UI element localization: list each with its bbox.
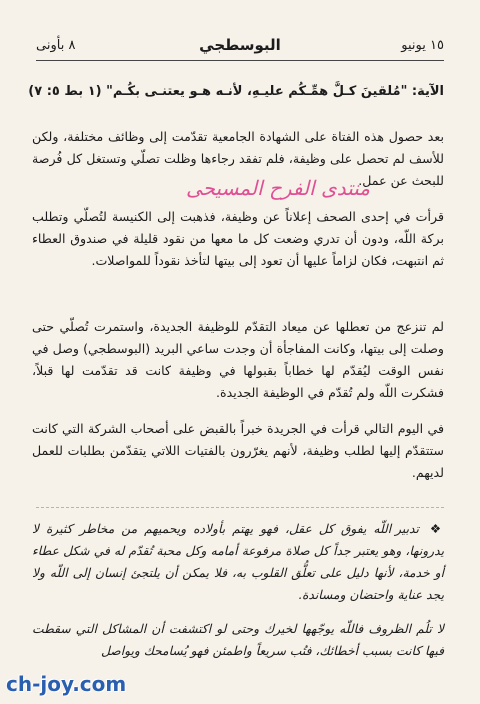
diamond-bullet-icon: ❖ <box>429 522 444 536</box>
site-logo: ch-joy.com <box>6 672 127 696</box>
story-paragraph-4 <box>32 418 444 484</box>
reflection-paragraph-1 <box>32 518 444 606</box>
paragraph-text: قرأت في إحدى الصحف إعلاناً عن وظيفة، فذهبت إلى الكنيسة لتُصلّي وتطلب بركة اللّه، ودون أن تدري وضعت كل ما معها من نقود قليلة في صندوق العطاء ثم انتبهت، فكان لزاماً عليها أن تعود إلى بيتها لتأخذ نقوداً للمواصلات. <box>32 209 444 268</box>
section-divider <box>36 507 444 508</box>
page-title: البوسطجي <box>199 36 281 54</box>
coptic-date: ٨ بأونى <box>36 38 76 53</box>
verse-text: "مُلقينَ كـلَّ همِّـكُم عليـهِ، لأنـه هـو يعتنـى بكُـم" (١ بط ٥: ٧) <box>28 84 408 99</box>
gregorian-date: ١٥ يونيو <box>401 38 444 53</box>
verse-line <box>28 82 444 102</box>
story-paragraph-3 <box>32 316 444 404</box>
verse-label: الآية: <box>411 84 444 99</box>
reflection-text: تدبير اللّه يفوق كل عقل، فهو يهتم بأولاده ويحميهم من مخاطر كثيرة لا يدرونها، وهو يعتبر جداً كل صلاة مرفوعة أمامه وكل محبة تُقدّم له في شكل عطاء أو خدمة، لأنها دليل على تعلُّق القلوب به، فلا يمكن أن يلتجئ إنسان إلى اللّه ولا يجد عناية واحتضان ومساندة. <box>32 522 444 602</box>
paragraph-text: بعد حصول هذه الفتاة على الشهادة الجامعية تقدّمت إلى وظائف مختلفة، ولكن للأسف لم تحصل على وظيفة، فلم تفقد رجاءها وظلت تصلّي وتستغل كل فُرصة للبحث عن عمل. <box>32 129 444 188</box>
forum-watermark: منتدى الفرح المسيحى <box>185 176 370 200</box>
reflection-paragraph-2 <box>32 618 444 662</box>
story-paragraph-2 <box>32 206 444 272</box>
paragraph-text: في اليوم التالي قرأت في الجريدة خبراً بالقبض على أصحاب الشركة التي كانت ستتقدّم إليها لطلب وظيفة، لأنهم يغرّرون بالفتيات اللاتي يتقدّمن بطلبات للعمل لديهم. <box>32 421 444 480</box>
reflection-text: لا تلُم الظروف فاللّه يوجّهها لخيرك وحتى لو اكتشفت أن المشاكل التي سقطت فيها كانت بسبب أخطائك، فتُب سريعاً واطمئن فهو يُسامحك ويواصل <box>32 622 444 658</box>
paragraph-text: لم تنزعج من تعطلها عن ميعاد التقدّم للوظيفة الجديدة، واستمرت تُصلّي حتى وصلت إلى بيتها، وكانت المفاجأة أن وجدت ساعي البريد (البوسطجي) وصل في نفس الوقت ليُقدّم لها خطاباً بقبولها في وظيفة كانت قد تقدّمت لها قبلاً، فشكرت اللّه ولم تُقدّم في الوظيفة الجديدة. <box>32 319 444 400</box>
page-header <box>36 36 444 61</box>
